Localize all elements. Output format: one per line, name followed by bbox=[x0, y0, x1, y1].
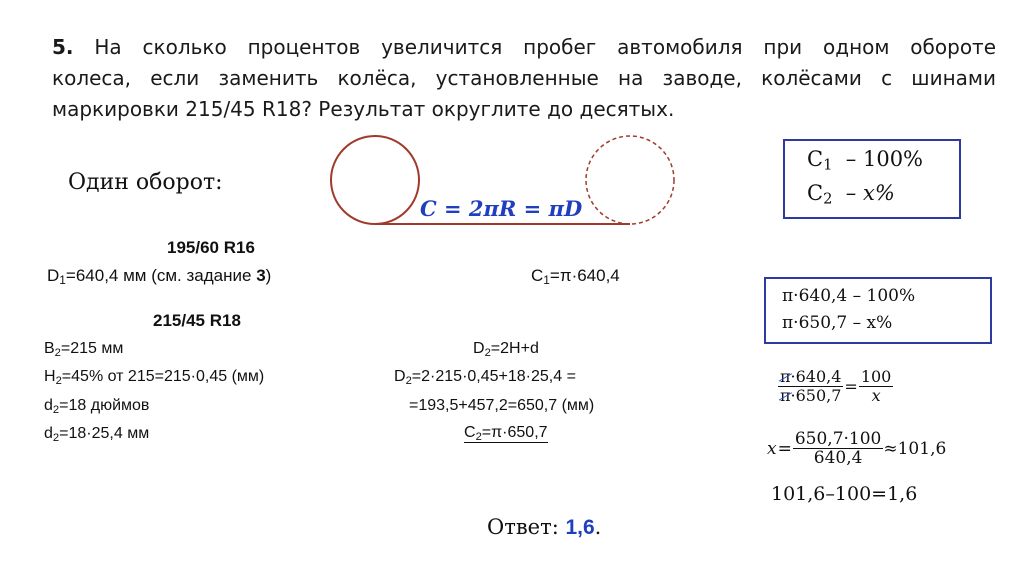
difference-calc: 101,6–100=1,6 bbox=[771, 483, 918, 505]
solve-x-equation: x = $\frac{650,7\cdot 100}{640,4}$ ≈101,6 bbox=[767, 429, 947, 468]
problem-line-1: 5. На сколько процентов увеличится пробег автомобиля при одном обороте bbox=[52, 35, 997, 59]
box2-row1: π·640,4 – 100% bbox=[782, 286, 916, 306]
proportion-left-fraction: $\frac{\pi\cdot 640,4}{\pi\cdot 650,7}$ bbox=[780, 367, 842, 405]
tire2-rim-inches: $d_2=18$ дюймов bbox=[44, 397, 150, 416]
tire1-diameter: $D_1=640,4$ мм (см. задание 3) bbox=[47, 266, 272, 287]
box1-row1: $C_1 - 100\%$ bbox=[807, 147, 924, 174]
answer: Ответ: 1,6. bbox=[487, 515, 602, 539]
box2-row2: π·650,7 – x% bbox=[782, 313, 893, 333]
wheel-diagram bbox=[320, 130, 700, 240]
proportion-box-values bbox=[764, 277, 992, 344]
circumference-formula: C = 2πR = πD bbox=[420, 196, 583, 221]
wheel-solid-circle bbox=[331, 136, 419, 224]
solve-fraction: $\frac{650,7\cdot 100}{640,4}$ bbox=[794, 429, 882, 468]
problem-statement bbox=[52, 32, 996, 125]
problem-line-2: колеса, если заменить колёса, установленные на заводе, колёсами с шинами bbox=[52, 66, 996, 90]
box1-row2: $C_2 - x\%$ bbox=[807, 181, 895, 208]
tire1-circumference: $C_1=\pi\cdot 640,4$ bbox=[531, 266, 620, 287]
one-revolution-label: Один оборот: bbox=[68, 170, 223, 195]
tire1-heading: 195/60 R16 bbox=[167, 238, 255, 257]
tire2-width: $B_2=215$ мм bbox=[44, 340, 124, 359]
answer-value: 1,6 bbox=[565, 516, 595, 539]
tire2-rim-mm: $d_2=18\cdot 25,4$ мм bbox=[44, 425, 150, 444]
tire2-diameter-result: =193,5+457,2=650,7 (мм) bbox=[409, 397, 595, 414]
tire2-diameter-formula: $D_2=2H+d$ bbox=[473, 340, 539, 359]
proportion-right-fraction: $\frac{100}{x}$ bbox=[860, 367, 892, 405]
problem-number: 5. bbox=[52, 35, 74, 59]
tire2-height: $H_2=45\%$ от 215=215·0,45 (мм) bbox=[44, 368, 265, 387]
problem-line-3: маркировки 215/45 R18? Результат округлите до десятых. bbox=[52, 97, 675, 121]
tire2-circumference: $C_2=\pi\cdot 650,7$ bbox=[464, 424, 548, 443]
tire2-diameter-calc: $D_2=2\cdot 215\cdot 0,45+18\cdot 25,4$ = bbox=[394, 368, 576, 387]
proportion-equation: $\frac{\pi\cdot 640,4}{\pi\cdot 650,7}$ = $\frac{100}{x}$ bbox=[780, 367, 892, 405]
proportion-box-symbols bbox=[783, 139, 961, 219]
wheel-dashed-circle bbox=[586, 136, 674, 224]
tire2-heading: 215/45 R18 bbox=[153, 311, 241, 330]
